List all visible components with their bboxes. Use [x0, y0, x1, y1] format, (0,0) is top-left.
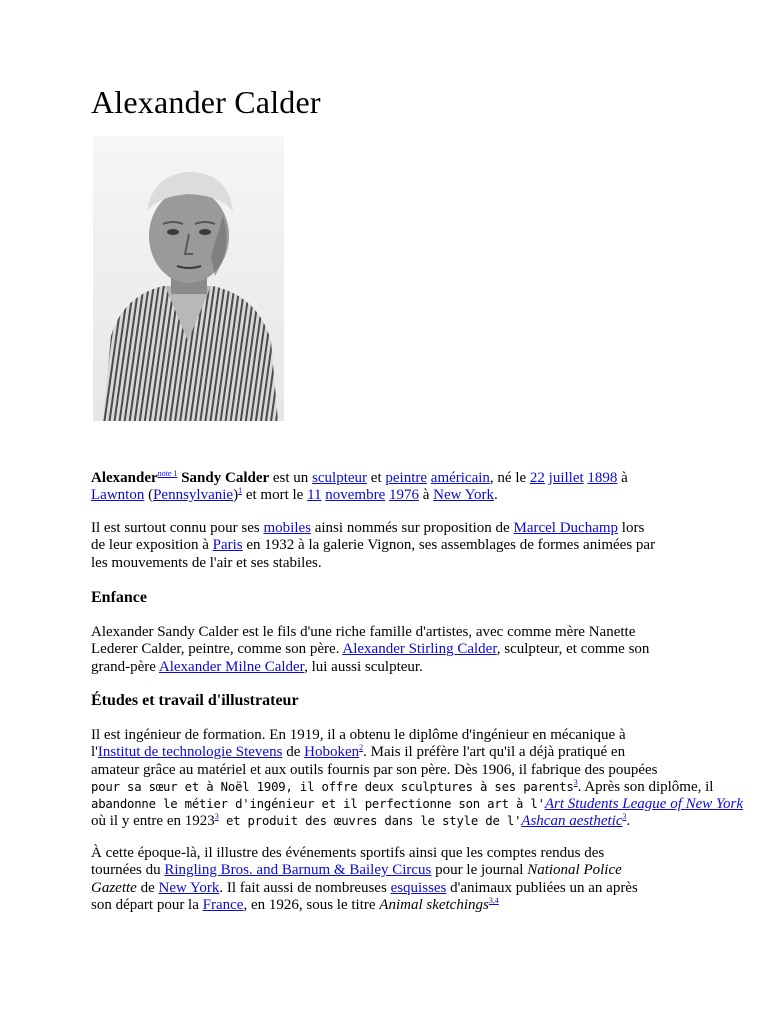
- text: .: [494, 487, 498, 504]
- text: , né le: [489, 470, 530, 486]
- link-sculpteur[interactable]: sculpteur: [312, 470, 368, 486]
- name-first: Alexander: [91, 470, 158, 486]
- intro-paragraph: [91, 470, 691, 505]
- paragraph-known-for: [91, 520, 691, 572]
- text: où il y entre en 1923: [91, 813, 215, 830]
- link-france[interactable]: France: [202, 896, 244, 913]
- text: Lederer Calder, peintre, comme son père.: [91, 641, 343, 658]
- text: son départ pour la: [91, 896, 203, 913]
- link-1898[interactable]: 1898: [587, 470, 618, 486]
- text: .: [626, 813, 631, 830]
- text: Il est ingénieur de formation. En 1919, il a obtenu le diplôme d'ingénieur en mécanique à: [91, 727, 626, 743]
- link-marcel-duchamp[interactable]: Marcel Duchamp: [513, 520, 619, 536]
- link-new-york[interactable]: New York: [433, 487, 495, 504]
- ref-3-link[interactable]: 3: [573, 777, 578, 787]
- text: l': [91, 744, 98, 761]
- page-title: Alexander Calder: [91, 84, 321, 120]
- paragraph-illustrations: [91, 845, 691, 914]
- link-mobiles[interactable]: mobiles: [263, 520, 311, 536]
- text: abandonne le métier d'ingénieur et il perfectionne son art à l': [91, 797, 545, 812]
- link-novembre[interactable]: novembre: [325, 487, 386, 504]
- text: . Mais il préfère l'art qu'il a déjà pratiqué en: [363, 744, 626, 761]
- link-ashcan-aesthetic[interactable]: Ashcan aesthetic: [521, 813, 623, 830]
- link-art-students-league[interactable]: Art Students League of New York: [544, 796, 744, 813]
- name-rest: Sandy Calder: [181, 470, 270, 486]
- text: lors: [618, 520, 645, 536]
- italic-animal-sketchings: Animal sketchings: [379, 896, 489, 913]
- text: amateur grâce au matériel et aux outils fournis par son père. Dès 1906, il fabrique des poupées: [91, 761, 658, 778]
- text: de leur exposition à: [91, 537, 213, 554]
- link-lawnton[interactable]: Lawnton: [91, 487, 145, 504]
- text: , lui aussi sculpteur.: [304, 658, 423, 675]
- text: . Il fait aussi de nombreuses: [219, 879, 391, 896]
- link-hoboken[interactable]: Hoboken: [304, 744, 360, 761]
- link-alexander-milne-calder[interactable]: Alexander Milne Calder: [158, 658, 305, 675]
- link-alexander-stirling-calder[interactable]: Alexander Stirling Calder: [342, 641, 497, 658]
- ref-2-link[interactable]: 2: [359, 743, 364, 753]
- ref-1-link[interactable]: 1: [238, 486, 243, 496]
- text: À cette époque-là, il illustre des événements sportifs ainsi que les comptes rendus des: [91, 845, 605, 861]
- text: ainsi nommés sur proposition de: [310, 520, 514, 536]
- link-ringling-circus[interactable]: Ringling Bros. and Barnum & Bailey Circus: [164, 862, 432, 879]
- text: tournées du: [91, 862, 165, 879]
- ref-3c-link[interactable]: 3: [622, 812, 627, 822]
- paragraph-enfance: [91, 624, 691, 676]
- link-americain[interactable]: américain: [430, 470, 490, 486]
- text: et: [367, 470, 386, 486]
- italic-gazette: Gazette: [91, 879, 137, 896]
- link-stevens-institute[interactable]: Institut de technologie Stevens: [97, 744, 283, 761]
- paragraph-etudes: [91, 727, 744, 831]
- text: . Après son diplôme, il: [577, 778, 714, 795]
- text: grand-père: [91, 658, 159, 675]
- link-paris[interactable]: Paris: [212, 537, 243, 554]
- link-pennsylvanie[interactable]: Pennsylvanie: [153, 487, 234, 504]
- portrait-image: [93, 136, 284, 421]
- text: à: [419, 487, 434, 504]
- portrait-photo: [93, 136, 284, 421]
- section-heading-etudes: Études et travail d'illustrateur: [91, 692, 299, 709]
- text: et produit des œuvres dans le style de l': [218, 814, 522, 829]
- text: de: [282, 744, 305, 761]
- text: pour sa sœur et à Noël 1909, il offre deux sculptures à ses parents: [91, 779, 574, 794]
- text: est un: [269, 470, 313, 486]
- text: de: [136, 879, 159, 896]
- text: pour le journal: [431, 862, 528, 879]
- link-1976[interactable]: 1976: [389, 487, 419, 504]
- text: (: [144, 487, 154, 504]
- text: ): [233, 487, 239, 504]
- text: d'animaux publiées un an après: [446, 879, 638, 896]
- text: et mort le: [242, 487, 308, 504]
- link-22[interactable]: 22: [529, 470, 545, 486]
- text: , sculpteur, et comme son: [496, 641, 650, 658]
- text: Alexander Sandy Calder est le fils d'une riche famille d'artistes, avec comme mère Nanette: [91, 624, 636, 640]
- section-heading-enfance: Enfance: [91, 589, 147, 606]
- text: Il est surtout connu pour ses: [91, 520, 264, 536]
- link-juillet[interactable]: juillet: [548, 470, 584, 486]
- ref-3-4-link[interactable]: 3,4: [488, 895, 499, 905]
- link-new-york-2[interactable]: New York: [158, 879, 220, 896]
- note-1-link[interactable]: note 1: [157, 469, 178, 478]
- link-esquisses[interactable]: esquisses: [390, 879, 447, 896]
- link-11[interactable]: 11: [307, 487, 322, 504]
- text: à: [617, 470, 628, 486]
- text: en 1932 à la galerie Vignon, ses assemblages de formes animées par: [242, 537, 656, 554]
- text: , en 1926, sous le titre: [243, 896, 380, 913]
- link-peintre[interactable]: peintre: [385, 470, 428, 486]
- italic-national-police: National Police: [527, 862, 622, 879]
- text: les mouvements de l'air et ses stabiles.: [91, 554, 322, 571]
- ref-3b-link[interactable]: 3: [214, 812, 219, 822]
